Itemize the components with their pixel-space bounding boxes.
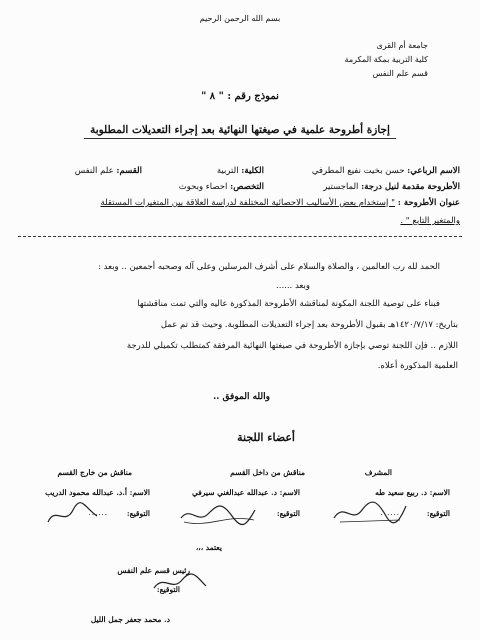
title-underline — [84, 138, 396, 139]
info-degree-row — [323, 182, 460, 192]
name-label: الاسم الرباعي: — [407, 166, 460, 176]
college-label: الكلية: — [241, 166, 264, 176]
supervisor-handwritten-signature — [330, 498, 410, 528]
internal-examiner-handwritten-signature — [178, 500, 258, 530]
thesis-title-line1: " إستخدام بعض الأساليب الاحصائية المختلفة لدراسة العلاقة بين المتغيرات المستقلة — [100, 198, 396, 208]
department-label: القسم: — [116, 166, 142, 176]
degree-label: الأطروحة مقدمة لنيل درجة: — [361, 182, 460, 192]
info-thesis-title-row — [100, 198, 460, 208]
supervisor-signature-label: التوقيع: — [426, 509, 450, 518]
external-examiner-signature-dots: ...... — [88, 509, 108, 517]
paragraph-line-4: العلمية المذكورة أعلاه. — [377, 361, 458, 371]
specialty-value: احصاء وبحوث — [178, 182, 228, 192]
external-examiner-signature-label: التوقيع: — [126, 509, 150, 518]
thesis-title-line2-row — [400, 216, 460, 226]
paragraph-then: وبعد ...... — [276, 281, 310, 291]
document-title: إجازة أطروحة علمية في صيغتها النهائية بعد إجراء التعديلات المطلوبة — [90, 124, 390, 136]
approval-signature-label: التوقيع: — [156, 585, 180, 594]
supervisor-signature-dots: ...... — [380, 509, 400, 517]
department-name: قسم علم النفس — [372, 69, 428, 78]
paragraph-line-3: اللازم .. فإن اللجنة توصي بإجازة الأطروحة في صيغتها النهائية المرفقة كمتطلب تكميلي للدرجة — [126, 341, 458, 351]
department-value: علم النفس — [74, 166, 114, 176]
external-examiner-name: الاسم: أ.د. عبدالله محمود الدريب — [45, 488, 150, 497]
approval-title: رئيس قسم علم النفس — [117, 566, 190, 575]
thesis-title-label: عنوان الأطروحة : — [397, 198, 460, 208]
divider-line — [18, 236, 462, 237]
approval-handwritten-signature — [150, 570, 210, 596]
internal-examiner-signature-label: التوقيع: — [276, 509, 300, 518]
university-name: جامعة أم القرى — [376, 41, 428, 50]
thesis-title-line2: والمتغير التابع " . — [400, 216, 460, 226]
internal-examiner-role: مناقش من داخل القسم — [230, 468, 305, 477]
info-college-row — [217, 166, 264, 176]
external-examiner-handwritten-signature — [45, 500, 100, 530]
external-examiner-role: مناقش من خارج القسم — [57, 468, 132, 477]
specialty-label: التخصص: — [230, 182, 264, 192]
approval-name: د. محمد جعفر جمل الليل — [90, 615, 170, 624]
committee-heading: أعضاء اللجنة — [237, 431, 295, 444]
closing-god-grants: والله الموفق .. — [213, 392, 270, 402]
internal-examiner-name: الاسم: د. عبدالله عبدالغني سيرفي — [191, 488, 300, 497]
college-value: التربية — [216, 166, 239, 176]
supervisor-name: الاسم: د. ربيع سعيد طه — [375, 488, 450, 497]
name-value: حسن بخيت نفيع المطرفي — [311, 166, 405, 176]
form-number: نموذج رقم : " ٨ " — [201, 91, 279, 102]
info-department-row — [75, 166, 142, 176]
college-name: كلية التربية بمكة المكرمة — [344, 55, 428, 64]
paragraph-line-2: بتاريخ: ١٤٢٠/٧/١٧هـ بقبول الأطروحة بعد إجراء التعديلات المطلوبة. وحيث قد تم عمل — [160, 320, 458, 330]
supervisor-role: المشرف — [364, 468, 392, 477]
paragraph-line-1: فبناء على توصية اللجنة المكونة لمناقشة الأطروحة المذكورة عاليه والتي تمت مناقشتها — [137, 299, 440, 309]
approval-label: يعتمد ،،، — [195, 543, 222, 552]
paragraph-praise: الحمد لله رب العالمين ، والصلاة والسلام على أشرف المرسلين وعلى آله وصحبه أجمعين .. وبعد : — [98, 262, 440, 272]
basmala: بسم الله الرحمن الرحيم — [199, 14, 281, 23]
info-name-row — [312, 166, 460, 176]
info-specialty-row — [179, 182, 264, 192]
degree-value: الماجستير — [323, 182, 359, 192]
